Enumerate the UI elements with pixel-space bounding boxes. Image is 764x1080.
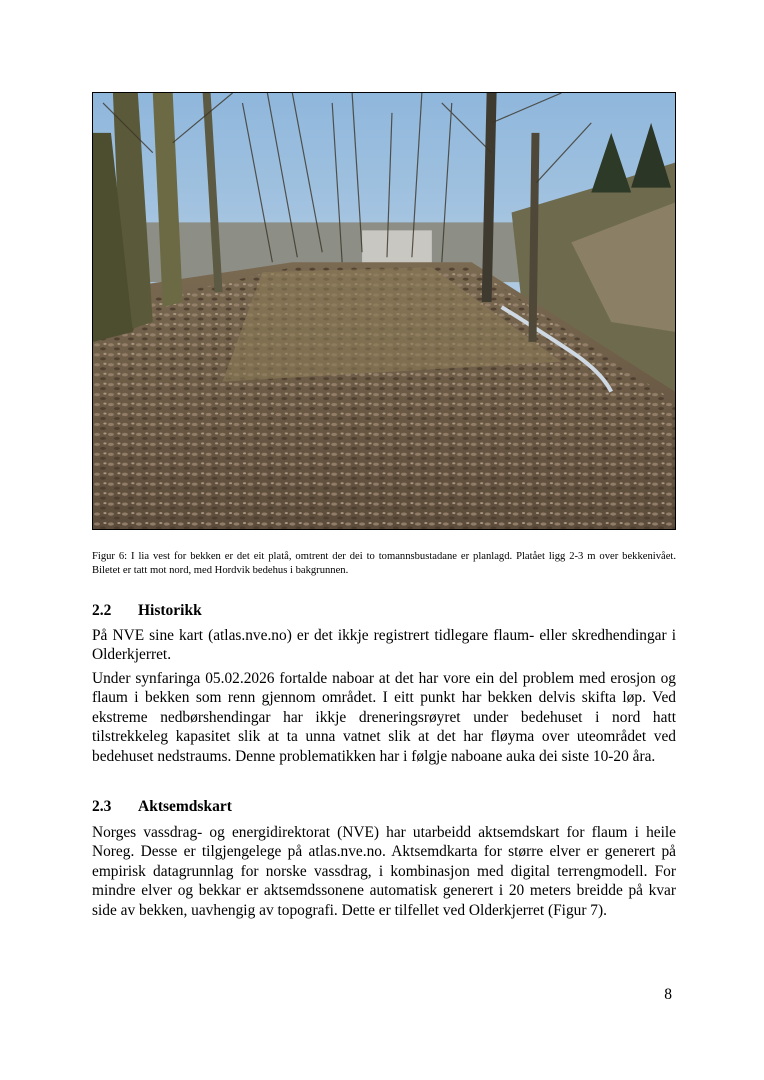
section-heading-historikk [92, 601, 202, 621]
paragraph: Under synfaringa 05.02.2026 fortalde naboar at det har vore ein del problem med erosjon og flaum i bekken som renn gjennom området. I eitt punkt har bekken delvis skifta løp. Ved ekstreme nedbørshendingar har ikkje dreneringsrøyret under bedehuset i nord hatt tilstrekkeleg kapasitet slik at ta unna vatnet slik at det har fløyma over uteområdet ved bedehuset nedstraums. Denne problematikken har i følgje naboane auka dei siste 10-20 åra. [92, 670, 676, 765]
section-title: Historikk [138, 602, 202, 619]
section-number: 2.2 [92, 602, 112, 619]
forest-path-illustration [93, 93, 675, 529]
paragraph: På NVE sine kart (atlas.nve.no) er det ikkje registrert tidlegare flaum- eller skredhendingar i Olderkjerret. [92, 627, 676, 664]
figure-6-photo [92, 92, 676, 530]
page-number: 8 [664, 986, 672, 1003]
section-number: 2.3 [92, 798, 112, 815]
paragraph: Norges vassdrag- og energidirektorat (NVE) har utarbeidd aktsemdskart for flaum i heile Noreg. Desse er tilgjengelege på atlas.nve.no. Aktsemdkarta for større elver er generert på empirisk datagrunnlag for norske vassdrag, i kombinasjon med digital terrengmodell. For mindre elver og bekkar er aktsemdssonene automatisk generert i 20 meters breidde på kvar side av bekken, uavhengig av topografi. Dette er tilfellet ved Olderkjerret (Figur 7). [92, 824, 676, 919]
section-heading-aktsemdskart [92, 797, 232, 817]
section-title: Aktsemdskart [138, 798, 232, 815]
figure-caption: Figur 6: I lia vest for bekken er det eit platå, omtrent der dei to tomannsbustadane er planlagd. Platået ligg 2-3 m over bekkenivået. Biletet er tatt mot nord, med Hordvik bedehus i bakgrunnen. [92, 550, 676, 576]
